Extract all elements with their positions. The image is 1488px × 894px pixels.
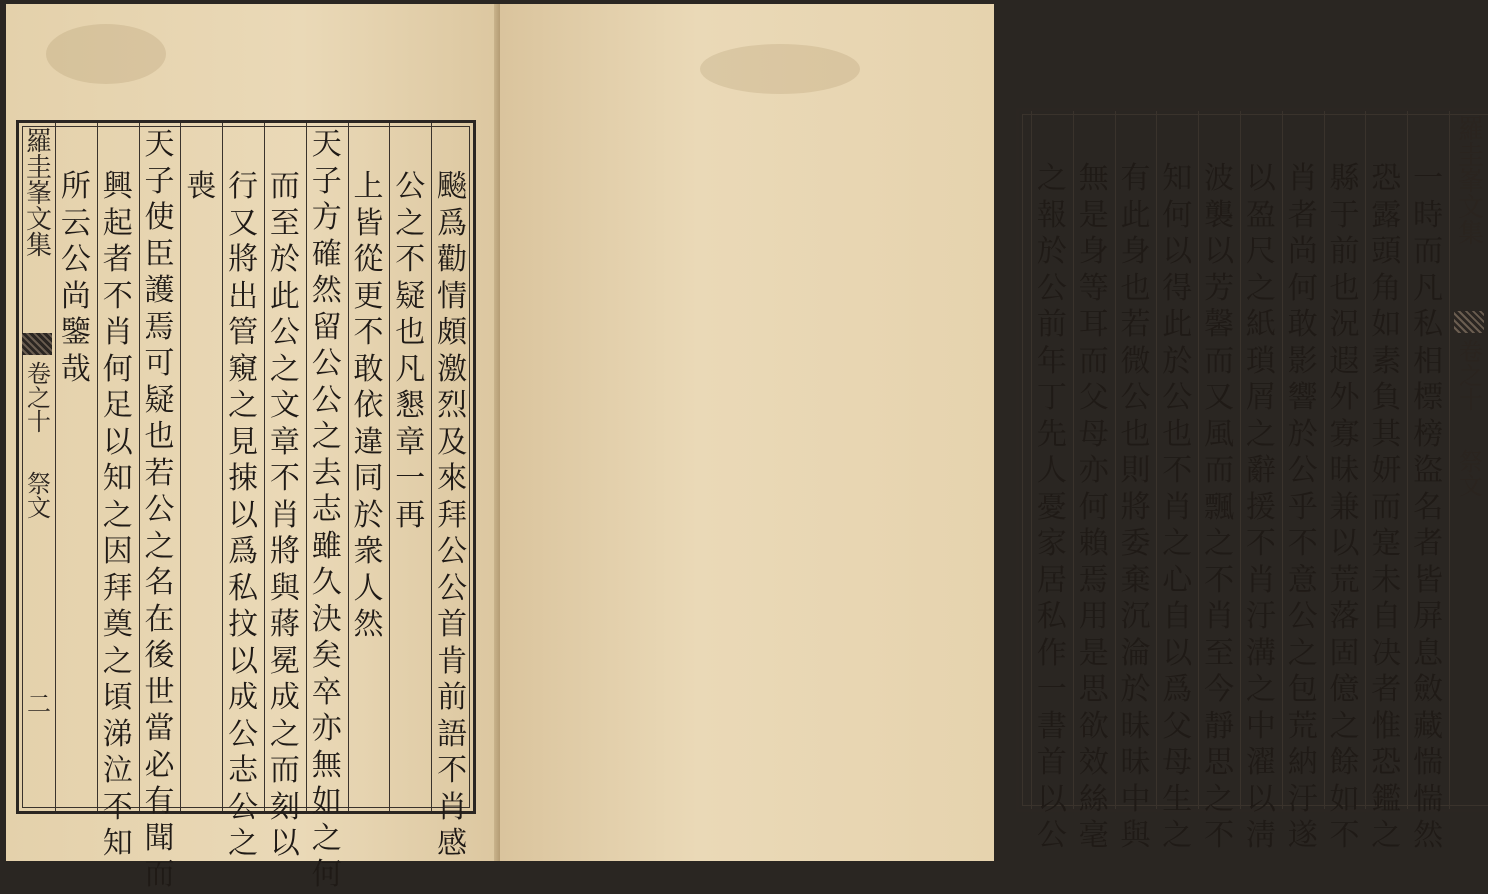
column-divider (222, 123, 223, 811)
text-column: 上 皆 從 更 不 敢 依 違 同 於 衆 人 然 (353, 169, 384, 642)
right-margin-strip (1451, 111, 1487, 809)
text-column: 飈 爲 勸 情 頗 激 烈 及 來 拜 公 公 首 肯 前 語 不 肖 感 (437, 169, 468, 861)
text-column: 之 報 於 公 前 年 丁 先 人 憂 家 居 私 作 一 書 首 以 公 (1036, 161, 1067, 853)
text-column: 縣 于 前 也 況 遐 外 寡 昧 兼 以 荒 落 固 億 之 餘 如 不 (1329, 161, 1360, 853)
column-divider (1031, 111, 1032, 809)
column-divider (1407, 111, 1408, 809)
book-spread (6, 4, 1484, 892)
column-divider (1240, 111, 1241, 809)
paper-stain (700, 44, 860, 94)
column-divider (55, 123, 56, 811)
text-column: 恐 露 頭 角 如 素 負 其 妍 而 寔 未 自 决 者 惟 恐 鑑 之 (1371, 161, 1402, 853)
column-divider (1282, 111, 1283, 809)
right-margin-section: 祭文 (1454, 449, 1483, 497)
left-margin-page: 二 (22, 691, 51, 715)
text-column: 天 子 方 確 然 留 公 公 之 去 志 雖 久 決 矣 卒 亦 無 如 之 何 (311, 127, 342, 892)
column-divider (431, 123, 432, 811)
column-divider (1115, 111, 1116, 809)
column-divider (1156, 111, 1157, 809)
text-column: 所 云 公 尚 鑒 哉 (60, 169, 91, 387)
left-margin-section: 祭文 (22, 471, 51, 519)
column-divider (97, 123, 98, 811)
text-column: 興 起 者 不 肖 何 足 以 知 之 因 拜 奠 之 頃 涕 泣 不 知 (102, 169, 133, 861)
right-page-frame (1016, 108, 1488, 853)
left-margin-title: 羅圭峯文集 (21, 127, 52, 257)
column-divider (1365, 111, 1366, 809)
text-column: 無 是 身 等 耳 而 父 母 亦 何 賴 焉 用 是 思 欲 效 絲 毫 (1078, 161, 1109, 853)
column-divider (1073, 111, 1074, 809)
text-column: 天 子 使 臣 護 焉 可 疑 也 若 公 之 名 在 後 世 當 必 有 聞 而 (144, 127, 175, 892)
column-divider (139, 123, 140, 811)
right-margin-volume: 卷之十 (1454, 339, 1483, 411)
text-column: 肖 者 尚 何 敢 影 響 於 公 乎 不 意 公 之 包 荒 納 汙 遂 (1287, 161, 1318, 853)
column-divider (180, 123, 181, 811)
left-margin-strip (19, 123, 55, 811)
text-column: 以 盈 尺 之 紙 瑣 屑 之 辭 援 不 肖 汙 溝 之 中 濯 以 淸 (1245, 161, 1276, 853)
column-divider (264, 123, 265, 811)
fishtail-mark (22, 333, 52, 355)
column-divider (306, 123, 307, 811)
text-column: 行 又 將 出 管 窺 之 見 捒 以 爲 私 抆 以 成 公 志 公 之 (228, 169, 259, 861)
right-page (500, 4, 1484, 861)
text-column: 一 時 而 凡 私 相 標 榜 盜 名 者 皆 屏 息 斂 藏 惴 惴 然 (1413, 161, 1444, 853)
column-divider (1324, 111, 1325, 809)
left-margin-volume: 卷之十 (22, 361, 51, 433)
text-column: 知 何 以 得 此 於 公 也 不 肖 之 心 自 以 爲 父 母 生 之 (1162, 161, 1193, 853)
text-column: 喪 (186, 169, 217, 204)
left-page (6, 4, 500, 892)
right-margin-title: 羅圭峯文集 (1453, 115, 1484, 245)
column-divider (1198, 111, 1199, 809)
column-divider (348, 123, 349, 811)
text-column: 公 之 不 疑 也 凡 懇 章 一 再 (395, 169, 426, 533)
column-divider (389, 123, 390, 811)
fishtail-mark (1454, 311, 1484, 333)
paper-stain (46, 24, 166, 84)
left-page-frame (16, 120, 476, 892)
text-column: 而 至 於 此 公 之 文 章 不 肖 將 與 蔣 冕 成 之 而 刻 以 (269, 169, 300, 861)
text-column: 有 此 身 也 若 微 公 也 則 將 委 棄 沉 淪 於 昧 昧 中 與 (1120, 161, 1151, 853)
text-column: 波 襲 以 芳 馨 而 又 風 而 飄 之 不 肖 至 今 靜 思 之 不 (1204, 161, 1235, 853)
